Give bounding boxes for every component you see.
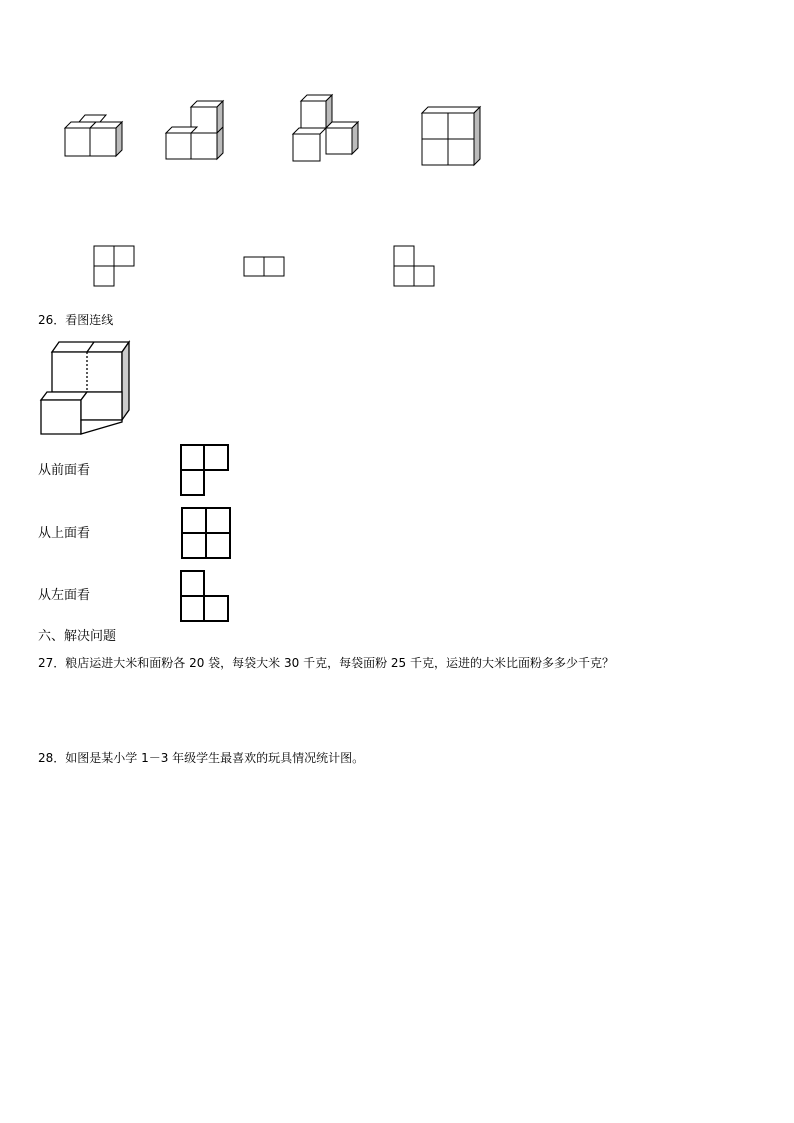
question-28: 28．如图是某小学 1－3 年级学生最喜欢的玩具情况统计图。 xyxy=(38,751,365,765)
question-26-heading xyxy=(38,312,113,328)
question-title: 看图连线 xyxy=(65,313,114,327)
cube-solid-2 xyxy=(163,98,233,162)
cube-solid-4 xyxy=(418,104,488,170)
view-shape-l-top xyxy=(92,244,138,290)
view-label-front: 从前面看 xyxy=(38,463,91,478)
cube-solid-1 xyxy=(60,110,130,160)
view-shape-l-bottom xyxy=(392,244,438,290)
answer-view-shape-2[interactable] xyxy=(178,506,234,562)
section-6-title: 六、解决问题 xyxy=(38,629,117,644)
view-label-left: 从左面看 xyxy=(38,588,91,603)
q26-solid-figure xyxy=(38,340,132,438)
view-shape-two-squares xyxy=(242,255,288,279)
answer-view-shape-3[interactable] xyxy=(178,569,232,625)
answer-view-shape-1[interactable] xyxy=(178,443,232,499)
question-number: 26． xyxy=(38,313,66,327)
question-27: 27．粮店运进大米和面粉各 20 袋，每袋大米 30 千克，每袋面粉 25 千克，运进的大米比面粉多多少千克？ xyxy=(38,656,614,670)
cube-solid-3 xyxy=(290,93,365,165)
view-label-top: 从上面看 xyxy=(38,526,91,541)
